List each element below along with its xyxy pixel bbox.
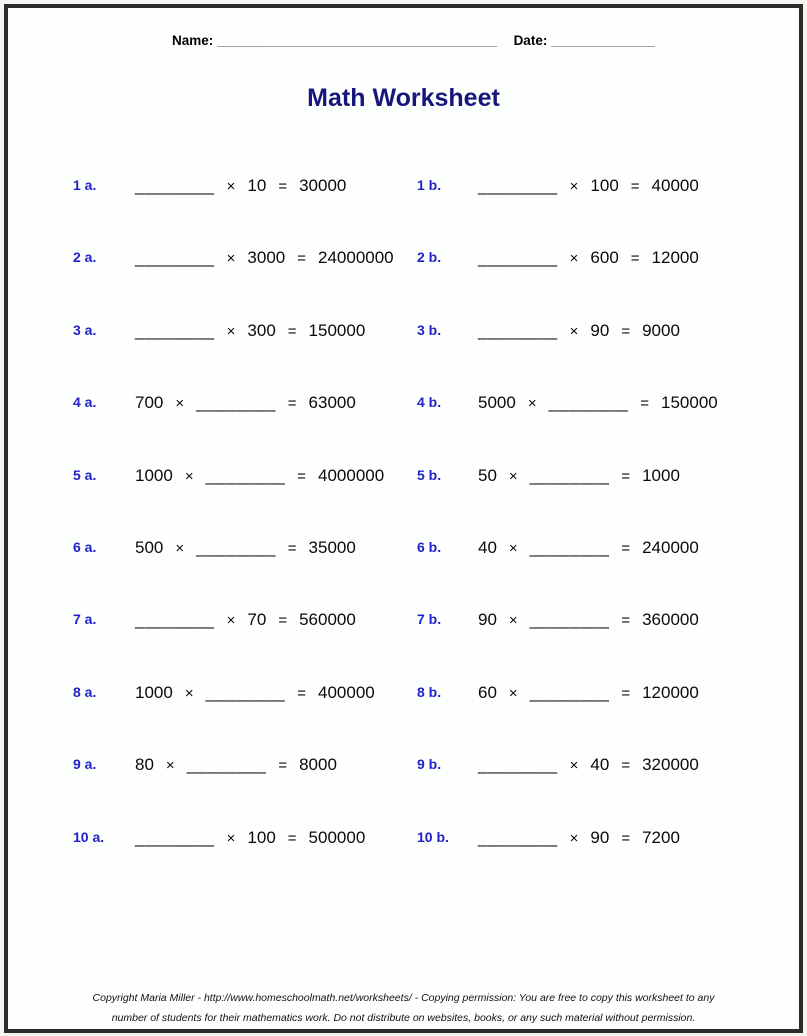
result: 63000 — [308, 393, 356, 413]
copyright-line-2: number of students for their mathematics work. Do not distribute on websites, books, or any such material without permission. — [111, 1012, 696, 1025]
problem-label: 1 b. — [417, 177, 442, 193]
result: 30000 — [299, 176, 347, 195]
result: 9000 — [642, 320, 680, 340]
second-operand: ________ — [196, 537, 276, 557]
equals-sign: = — [287, 829, 297, 847]
problem-label: 3 b. — [417, 321, 442, 338]
problem-row — [73, 393, 799, 465]
second-operand: ________ — [205, 465, 286, 485]
problem-label: 6 a. — [73, 538, 97, 555]
second-operand: 90 — [590, 320, 610, 340]
problem-row — [73, 321, 799, 393]
page-title: Math Worksheet — [307, 84, 500, 112]
problem-label: 8 b. — [417, 683, 442, 700]
result: 24000000 — [318, 248, 394, 268]
equals-sign: = — [640, 395, 649, 413]
multiply-sign: × — [184, 684, 194, 702]
problem-expression — [135, 538, 417, 558]
result: 8000 — [299, 755, 337, 775]
problem-label: 7 a. — [73, 611, 97, 628]
problem-expression — [135, 248, 417, 268]
problem-label: 5 a. — [73, 466, 97, 483]
equals-sign: = — [297, 250, 306, 268]
multiply-sign: × — [226, 829, 236, 847]
first-operand: ________ — [135, 320, 215, 340]
multiply-sign: × — [226, 178, 236, 195]
problem-row — [73, 466, 799, 538]
problem-expression — [135, 755, 417, 775]
equals-sign: = — [621, 467, 631, 485]
second-operand: ________ — [529, 537, 610, 557]
problem-label: 4 b. — [417, 394, 442, 411]
problem-expression — [135, 610, 417, 630]
multiply-sign: × — [175, 539, 185, 557]
first-operand: ________ — [478, 176, 558, 195]
worksheet-page — [4, 4, 803, 1033]
problem-row — [73, 683, 799, 755]
problem-label: 2 b. — [417, 249, 442, 266]
header — [172, 33, 779, 48]
first-operand: ________ — [478, 827, 558, 847]
name-label: Name: — [172, 33, 214, 48]
equals-sign: = — [297, 684, 306, 702]
second-operand: ________ — [186, 755, 267, 775]
problem-label: 2 a. — [73, 249, 97, 266]
multiply-sign: × — [569, 757, 579, 775]
problem-label: 4 a. — [73, 394, 97, 411]
first-operand: 1000 — [135, 465, 173, 485]
problem-row — [73, 176, 799, 248]
problem-row — [73, 755, 799, 827]
second-operand: 100 — [590, 176, 619, 195]
problem-expression — [478, 466, 799, 486]
problem-expression — [478, 393, 799, 413]
copyright-line-1: Copyright Maria Miller - http://www.homeschoolmath.net/worksheets/ - Copying permission: You are free to copy this worksheet to any — [92, 992, 715, 1004]
problem-row — [73, 248, 799, 320]
second-operand: 300 — [247, 320, 276, 340]
first-operand: 80 — [135, 755, 154, 775]
equals-sign: = — [287, 395, 297, 413]
second-operand: ________ — [205, 682, 286, 702]
multiply-sign: × — [165, 757, 175, 775]
second-operand: 70 — [247, 610, 267, 630]
multiply-sign: × — [508, 612, 518, 630]
problem-expression — [135, 321, 417, 341]
result: 360000 — [642, 610, 699, 630]
multiply-sign: × — [226, 612, 236, 630]
problem-expression — [135, 176, 417, 196]
first-operand: ________ — [478, 248, 558, 268]
equals-sign: = — [297, 467, 306, 485]
problem-expression — [478, 828, 799, 848]
multiply-sign: × — [184, 467, 194, 485]
result: 4000000 — [318, 465, 385, 485]
first-operand: 500 — [135, 537, 164, 557]
first-operand: ________ — [135, 176, 215, 195]
problem-expression — [478, 176, 799, 196]
result: 40000 — [651, 176, 699, 195]
equals-sign: = — [278, 612, 288, 630]
copyright-notice — [8, 988, 799, 1029]
result: 35000 — [308, 537, 356, 557]
equals-sign: = — [621, 684, 631, 702]
problem-label: 1 a. — [73, 177, 97, 193]
problem-row — [73, 610, 799, 682]
name-line: ___________________________________ — [217, 33, 498, 48]
first-operand: 50 — [478, 465, 497, 485]
equals-sign: = — [287, 539, 297, 557]
result: 500000 — [308, 827, 366, 847]
problem-expression — [478, 538, 799, 558]
equals-sign: = — [621, 539, 631, 557]
equals-sign: = — [287, 322, 297, 340]
multiply-sign: × — [569, 322, 579, 340]
problem-label: 3 a. — [73, 321, 97, 338]
multiply-sign: × — [226, 250, 236, 268]
problem-label: 10 a. — [73, 828, 105, 845]
result: 560000 — [299, 610, 356, 630]
problem-label: 7 b. — [417, 611, 442, 628]
problem-expression — [478, 610, 799, 630]
first-operand: ________ — [478, 320, 558, 340]
equals-sign: = — [621, 322, 631, 340]
problem-expression — [478, 755, 799, 775]
multiply-sign: × — [508, 684, 518, 702]
first-operand: 60 — [478, 682, 497, 702]
problem-label: 5 b. — [417, 466, 442, 483]
problem-expression — [135, 466, 417, 486]
second-operand: ________ — [196, 393, 276, 413]
equals-sign: = — [278, 178, 288, 195]
problems-grid — [8, 176, 799, 900]
second-operand: 100 — [247, 827, 276, 847]
result: 400000 — [318, 682, 375, 702]
problem-expression — [135, 683, 417, 703]
problem-expression — [478, 248, 799, 268]
result: 1000 — [642, 465, 680, 485]
multiply-sign: × — [226, 322, 236, 340]
second-operand: 40 — [590, 755, 610, 775]
first-operand: 1000 — [135, 682, 173, 702]
result: 120000 — [642, 682, 699, 702]
first-operand: ________ — [135, 248, 215, 268]
equals-sign: = — [621, 757, 631, 775]
result: 12000 — [651, 248, 699, 268]
result: 240000 — [642, 537, 699, 557]
problem-label: 9 a. — [73, 756, 97, 773]
second-operand: ________ — [529, 682, 610, 702]
problem-expression — [135, 393, 417, 413]
second-operand: 90 — [590, 827, 610, 847]
multiply-sign: × — [527, 395, 537, 413]
multiply-sign: × — [569, 829, 579, 847]
multiply-sign: × — [569, 250, 579, 268]
result: 150000 — [661, 393, 718, 413]
problem-expression — [478, 321, 799, 341]
multiply-sign: × — [569, 178, 579, 195]
date-label: Date: — [513, 33, 548, 48]
result: 150000 — [308, 320, 366, 340]
result: 7200 — [642, 827, 680, 847]
first-operand: 700 — [135, 393, 164, 413]
second-operand: ________ — [529, 465, 610, 485]
first-operand: ________ — [135, 610, 215, 630]
problem-expression — [135, 828, 417, 848]
equals-sign: = — [630, 250, 640, 268]
first-operand: ________ — [135, 827, 215, 847]
first-operand: 90 — [478, 610, 497, 630]
first-operand: 40 — [478, 537, 497, 557]
second-operand: ________ — [529, 610, 610, 630]
problem-label: 8 a. — [73, 683, 97, 700]
equals-sign: = — [630, 178, 640, 195]
second-operand: 3000 — [247, 248, 286, 268]
equals-sign: = — [278, 757, 288, 775]
first-operand: 5000 — [478, 393, 516, 413]
problem-label: 9 b. — [417, 756, 442, 773]
date-line: _____________ — [551, 33, 656, 48]
multiply-sign: × — [508, 467, 518, 485]
problem-row — [73, 538, 799, 610]
equals-sign: = — [621, 612, 631, 630]
multiply-sign: × — [175, 395, 185, 413]
first-operand: ________ — [478, 755, 558, 775]
second-operand: 600 — [590, 248, 619, 268]
second-operand: ________ — [548, 393, 629, 413]
problem-expression — [478, 683, 799, 703]
result: 320000 — [642, 755, 699, 775]
multiply-sign: × — [508, 539, 518, 557]
problem-label: 6 b. — [417, 538, 442, 555]
problem-label: 10 b. — [417, 828, 449, 845]
second-operand: 10 — [247, 176, 267, 195]
equals-sign: = — [621, 829, 631, 847]
problem-row — [73, 828, 799, 900]
